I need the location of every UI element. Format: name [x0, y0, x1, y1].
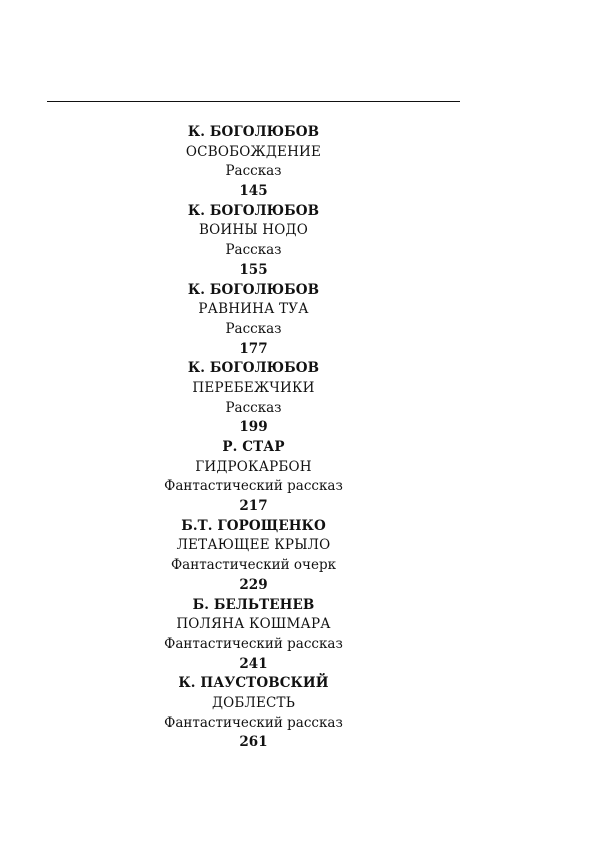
entry-page-number: 145: [239, 183, 268, 200]
entry-genre: Рассказ: [225, 399, 282, 416]
toc-entry: [47, 281, 460, 360]
entry-genre: Рассказ: [225, 163, 282, 180]
entry-title: ПЕРЕБЕЖЧИКИ: [192, 379, 315, 396]
entry-author: К. БОГОЛЮБОВ: [187, 360, 320, 377]
toc-entry: [47, 596, 460, 675]
entry-genre: Фантастический очерк: [170, 557, 337, 574]
entry-genre: Фантастический рассказ: [164, 714, 343, 731]
table-of-contents: [47, 123, 460, 753]
entry-title: ВОИНЫ НОДО: [199, 222, 308, 239]
entry-genre: Фантастический рассказ: [164, 478, 343, 495]
entry-title: ГИДРОКАРБОН: [195, 458, 312, 475]
entry-title: ДОБЛЕСТЬ: [211, 694, 296, 711]
entry-page-number: 261: [239, 734, 268, 751]
entry-author: К. БОГОЛЮБОВ: [187, 281, 320, 298]
entry-title: ПОЛЯНА КОШМАРА: [176, 616, 331, 633]
entry-page-number: 241: [239, 655, 268, 672]
entry-author: Б. БЕЛЬТЕНЕВ: [192, 596, 315, 613]
toc-entry: [47, 438, 460, 517]
entry-title: ЛЕТАЮЩЕЕ КРЫЛО: [176, 537, 331, 554]
toc-entry: [47, 123, 460, 202]
toc-entry: [47, 359, 460, 438]
entry-page-number: 155: [239, 261, 268, 278]
entry-author: Б.Т. ГОРОЩЕНКО: [181, 517, 326, 534]
entry-genre: Рассказ: [225, 242, 282, 259]
toc-entry: [47, 202, 460, 281]
entry-title: ОСВОБОЖДЕНИЕ: [185, 143, 322, 160]
toc-entry: [47, 517, 460, 596]
entry-page-number: 229: [239, 576, 268, 593]
header-rule: [47, 101, 460, 102]
entry-author: К. ПАУСТОВСКИЙ: [178, 675, 329, 692]
entry-genre: Фантастический рассказ: [164, 635, 343, 652]
entry-page-number: 217: [239, 498, 268, 515]
entry-author: Р. СТАР: [222, 439, 285, 455]
entry-title: РАВНИНА ТУА: [198, 301, 309, 318]
entry-author: К. БОГОЛЮБОВ: [187, 124, 320, 140]
entry-page-number: 199: [239, 419, 268, 436]
entry-genre: Рассказ: [225, 320, 282, 337]
entry-page-number: 177: [239, 340, 268, 357]
entry-author: К. БОГОЛЮБОВ: [187, 202, 320, 219]
toc-entry: [47, 674, 460, 753]
